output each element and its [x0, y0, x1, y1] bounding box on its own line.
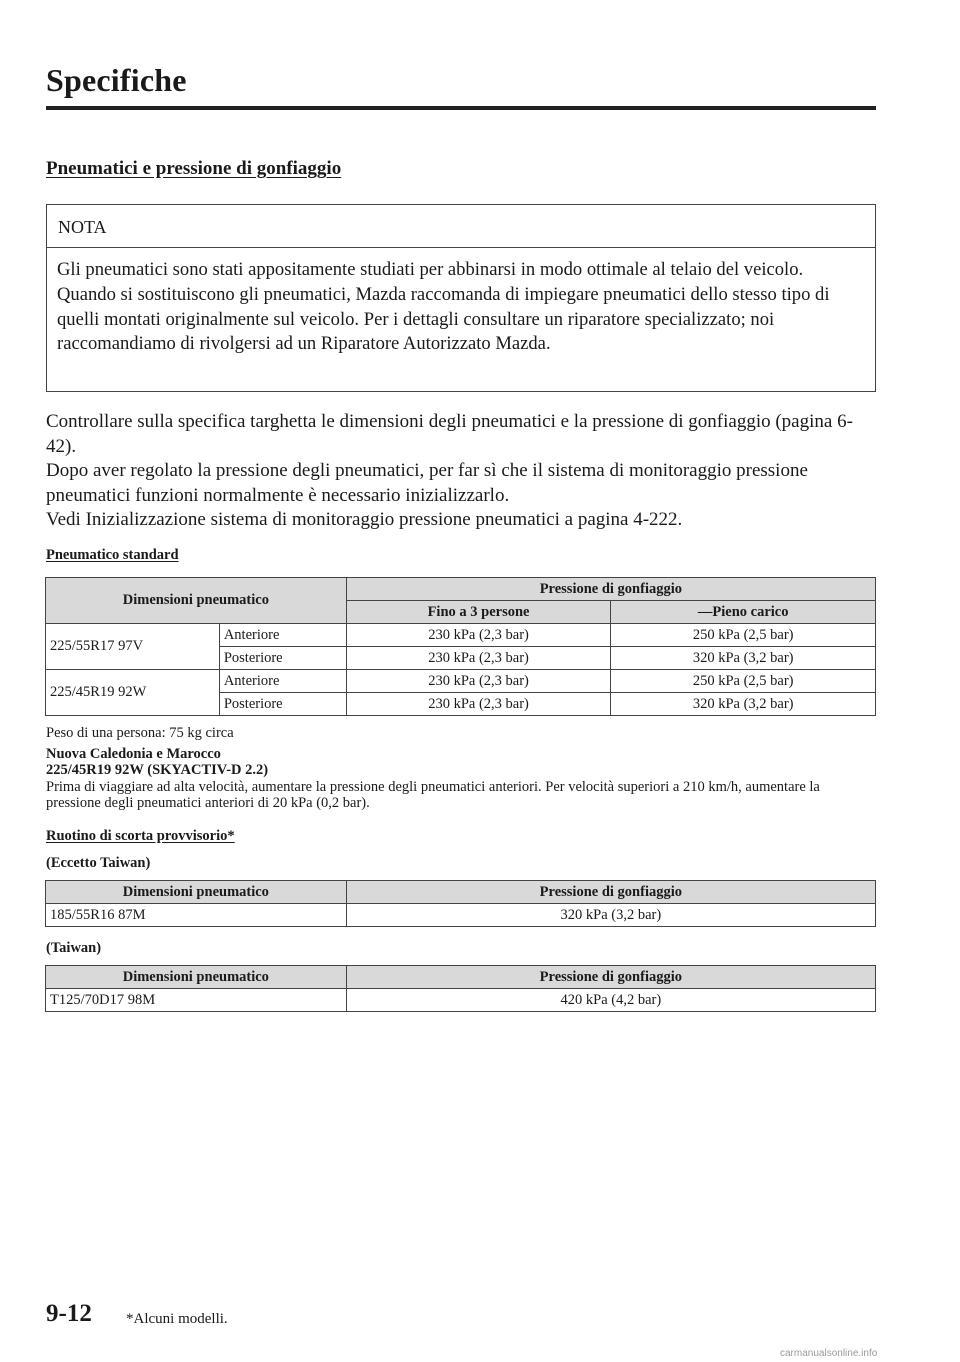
pressure-cell: 250 kPa (2,5 bar): [611, 670, 876, 693]
header-pressure: Pressione di gonfiaggio: [346, 966, 875, 989]
note-body: [47, 248, 875, 357]
note-paragraph-2: Quando si sostituiscono gli pneumatici, Mazda raccomanda di impiegare pneumatici dello stesso tipo di quelli montati originalmente sul veicolo. Per i dettagli consultare un riparatore specializzato; noi raccomandiamo di rivolgersi ad un Riparatore Autorizzato Mazda.: [57, 283, 830, 355]
pressure-cell: 230 kPa (2,3 bar): [346, 647, 611, 670]
pressure-cell: 320 kPa (3,2 bar): [611, 647, 876, 670]
region-heading: Nuova Caledonia e Marocco: [46, 745, 221, 762]
pressure-cell: 230 kPa (2,3 bar): [346, 693, 611, 716]
standard-notes: [46, 725, 846, 812]
tire-size-cell: 225/55R17 97V: [46, 624, 220, 670]
pressure-cell: 230 kPa (2,3 bar): [346, 624, 611, 647]
table-header-row: [46, 966, 876, 989]
except-taiwan-label: (Eccetto Taiwan): [46, 855, 151, 871]
axle-cell: Anteriore: [219, 624, 346, 647]
spare-tire-table-taiwan: [45, 965, 876, 1012]
header-tire-size: Dimensioni pneumatico: [46, 881, 347, 904]
page-header-title: Specifiche: [46, 62, 187, 98]
intro-text: [46, 410, 880, 533]
pressure-cell: 320 kPa (3,2 bar): [346, 904, 875, 927]
table-header-row: [46, 881, 876, 904]
table-header-row: [46, 578, 876, 601]
note-box: [46, 204, 876, 392]
tire-size-cell: 225/45R19 92W: [46, 670, 220, 716]
tire-size-cell: T125/70D17 98M: [46, 989, 347, 1012]
table-row: [46, 904, 876, 927]
pressure-cell: 320 kPa (3,2 bar): [611, 693, 876, 716]
model-heading: 225/45R19 92W (SKYACTIV-D 2.2): [46, 762, 269, 778]
watermark: carmanualsonline.info: [780, 1348, 878, 1359]
weight-note: Peso di una persona: 75 kg circa: [46, 725, 234, 741]
section-title: Pneumatici e pressione di gonfiaggio: [46, 158, 342, 179]
note-paragraph-1: Gli pneumatici sono stati appositamente studiati per abbinarsi in modo ottimale al telaio del veicolo.: [57, 259, 804, 280]
footnote: *Alcuni modelli.: [126, 1311, 228, 1327]
header-tire-size: Dimensioni pneumatico: [46, 578, 347, 624]
note-heading: NOTA: [47, 205, 875, 248]
spare-tire-title: Ruotino di scorta provvisorio*: [46, 828, 235, 844]
spare-tire-table-except-taiwan: [45, 880, 876, 927]
table-row: [46, 989, 876, 1012]
header-tire-size: Dimensioni pneumatico: [46, 966, 347, 989]
axle-cell: Anteriore: [219, 670, 346, 693]
standard-tire-table: [45, 577, 876, 716]
pressure-cell: 420 kPa (4,2 bar): [346, 989, 875, 1012]
header-rule: [46, 106, 876, 110]
intro-paragraph-3: Vedi Inizializzazione sistema di monitoraggio pressione pneumatici a pagina 4-222.: [46, 509, 683, 531]
header-pressure: Pressione di gonfiaggio: [346, 578, 875, 601]
page-number: 9-12: [46, 1300, 92, 1327]
taiwan-label: (Taiwan): [46, 940, 102, 956]
header-pressure: Pressione di gonfiaggio: [346, 881, 875, 904]
intro-paragraph-2: Dopo aver regolato la pressione degli pneumatici, per far sì che il sistema di monitoraggio pressione pneumatici funzioni normalmente è necessario inizializzarlo.: [46, 460, 808, 506]
table-row: [46, 670, 876, 693]
high-speed-note: Prima di viaggiare ad alta velocità, aumentare la pressione degli pneumatici anteriori. Per velocità superiori a 210 km/h, aumentare la pressione degli pneumatici anteriori di 20 kPa (0,2 bar).: [46, 778, 820, 811]
table-row: [46, 624, 876, 647]
axle-cell: Posteriore: [219, 647, 346, 670]
axle-cell: Posteriore: [219, 693, 346, 716]
header-up-to-3-persons: Fino a 3 persone: [346, 601, 611, 624]
header-full-load: —Pieno carico: [611, 601, 876, 624]
pressure-cell: 230 kPa (2,3 bar): [346, 670, 611, 693]
standard-tire-title: Pneumatico standard: [46, 547, 179, 563]
intro-paragraph-1: Controllare sulla specifica targhetta le dimensioni degli pneumatici e la pressione di gonfiaggio (pagina 6-42).: [46, 411, 853, 457]
tire-size-cell: 185/55R16 87M: [46, 904, 347, 927]
pressure-cell: 250 kPa (2,5 bar): [611, 624, 876, 647]
